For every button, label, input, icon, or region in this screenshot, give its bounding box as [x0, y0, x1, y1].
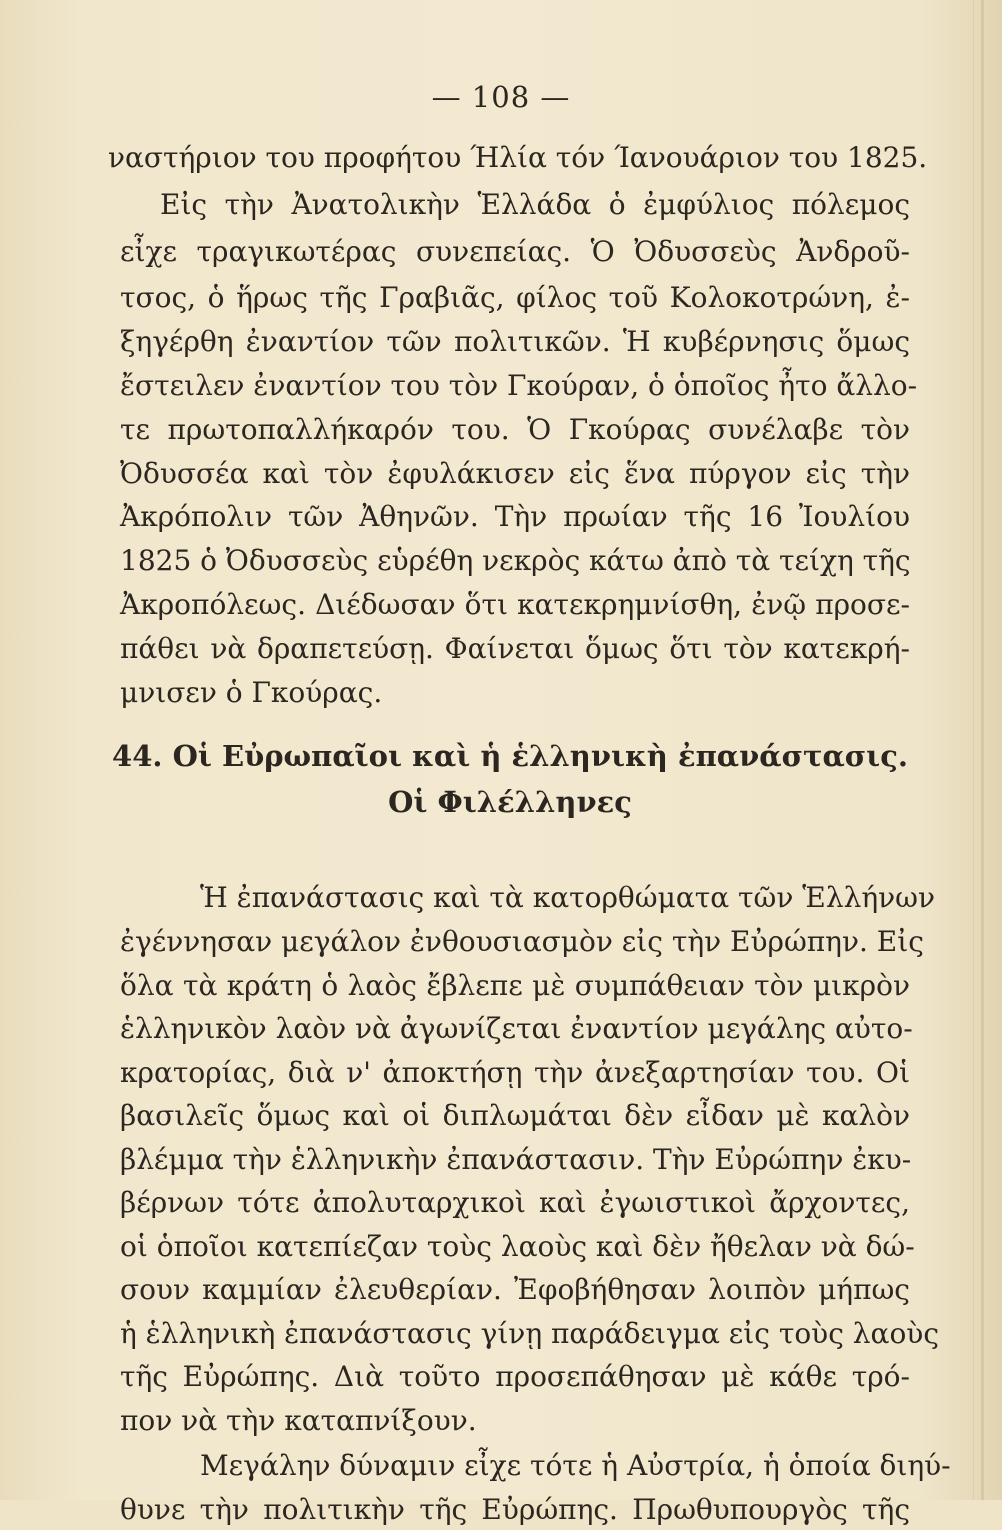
- text-line: Εἰς τὴν Ἀνατολικὴν Ἑλλάδα ὁ ἐμφύλιος πόλεμος: [160, 188, 910, 221]
- text-line: Ἡ ἐπανάστασις καὶ τὰ κατορθώματα τῶν Ἑλλήνων: [200, 881, 935, 914]
- page-number: — 108 —: [431, 80, 571, 114]
- text-line: βέρνων τότε ἀπολυταρχικοὶ καὶ ἐγωιστικοὶ ἄρχοντες,: [120, 1186, 910, 1219]
- text-line: ναστήριον του προφήτου Ήλία τόν Ίανουάριον του 1825.: [108, 141, 928, 174]
- text-line: Ἀκροπόλεως. Διέδωσαν ὅτι κατεκρημνίσθη, ἐνῷ προσε-: [120, 588, 910, 621]
- text-line: βλέμμα τὴν ἑλληνικὴν ἐπανάστασιν. Τὴν Εὐρώπην ἐκυ-: [120, 1143, 912, 1176]
- text-line: μνισεν ὁ Γκούρας.: [120, 676, 383, 709]
- text-line: Ἀκρόπολιν τῶν Ἀθηνῶν. Τὴν πρωίαν τῆς 16 Ἰουλίου: [120, 500, 910, 533]
- text-line: Μεγάλην δύναμιν εἶχε τότε ἡ Αὐστρία, ἡ ὁποία διηύ-: [200, 1449, 951, 1482]
- text-line: ξηγέρθη ἐναντίον τῶν πολιτικῶν. Ἡ κυβέρνησις ὅμως: [120, 325, 910, 358]
- binding-edge: [981, 0, 984, 1500]
- text-line: εἶχε τραγικωτέρας συνεπείας. Ὁ Ὀδυσσεὺς Ἀνδροῦ-: [120, 235, 910, 268]
- text-line: πον νὰ τὴν καταπνίξουν.: [120, 1404, 477, 1437]
- text-line: Ὀδυσσέα καὶ τὸν ἐφυλάκισεν εἰς ἕνα πύργον εἰς τὴν: [120, 457, 910, 490]
- text-line: θυνε τὴν πολιτικὴν τῆς Εὐρώπης. Πρωθυπουργὸς τῆς: [120, 1493, 910, 1526]
- text-line: οἱ ὁποῖοι κατεπίεζαν τοὺς λαοὺς καὶ δὲν ἤθελαν νὰ δώ-: [120, 1230, 915, 1263]
- text-line: βασιλεῖς ὅμως καὶ οἱ διπλωμάται δὲν εἶδαν μὲ καλὸν: [120, 1099, 910, 1132]
- section-heading: 44. Οἱ Εὐρωπαῖοι καὶ ἡ ἑλληνικὴ ἐπανάστασις.: [112, 739, 908, 773]
- text-line: σουν καμμίαν ἐλευθερίαν. Ἐφοβήθησαν λοιπὸν μήπως: [120, 1273, 910, 1306]
- text-line: τε πρωτοπαλλήκαρόν του. Ὁ Γκούρας συνέλαβε τὸν: [120, 413, 910, 446]
- text-line: ἑλληνικὸν λαὸν νὰ ἀγωνίζεται ἐναντίον μεγάλης αὐτο-: [120, 1012, 913, 1045]
- text-line: ἔστειλεν ἐναντίον του τὸν Γκούραν, ὁ ὁποῖος ἦτο ἄλλο-: [120, 369, 918, 402]
- text-line: ἐγέννησαν μεγάλον ἐνθουσιασμὸν εἰς τὴν Εὐρώπην. Εἰς: [120, 925, 924, 958]
- binding-edge-shadow: [973, 0, 974, 1500]
- text-line: ἡ ἑλληνικὴ ἐπανάστασις γίνῃ παράδειγμα εἰς τοὺς λαοὺς: [120, 1317, 939, 1350]
- text-line: κρατορίας, διὰ ν' ἀποκτήσῃ τὴν ἀνεξαρτησίαν του. Οἱ: [120, 1056, 910, 1089]
- text-line: ὅλα τὰ κράτη ὁ λαὸς ἔβλεπε μὲ συμπάθειαν τὸν μικρὸν: [120, 969, 910, 1002]
- text-line: 1825 ὁ Ὀδυσσεὺς εὑρέθη νεκρὸς κάτω ἀπὸ τὰ τείχη τῆς: [120, 544, 911, 577]
- section-subheading: Οἱ Φιλέλληνες: [388, 785, 632, 819]
- text-line: πάθει νὰ δραπετεύσῃ. Φαίνεται ὅμως ὅτι τὸν κατεκρή-: [120, 632, 910, 665]
- text-line: τσος, ὁ ἥρως τῆς Γραβιᾶς, φίλος τοῦ Κολοκοτρώνη, ἐ-: [120, 281, 910, 314]
- text-line: τῆς Εὐρώπης. Διὰ τοῦτο προσεπάθησαν μὲ κάθε τρό-: [120, 1360, 910, 1393]
